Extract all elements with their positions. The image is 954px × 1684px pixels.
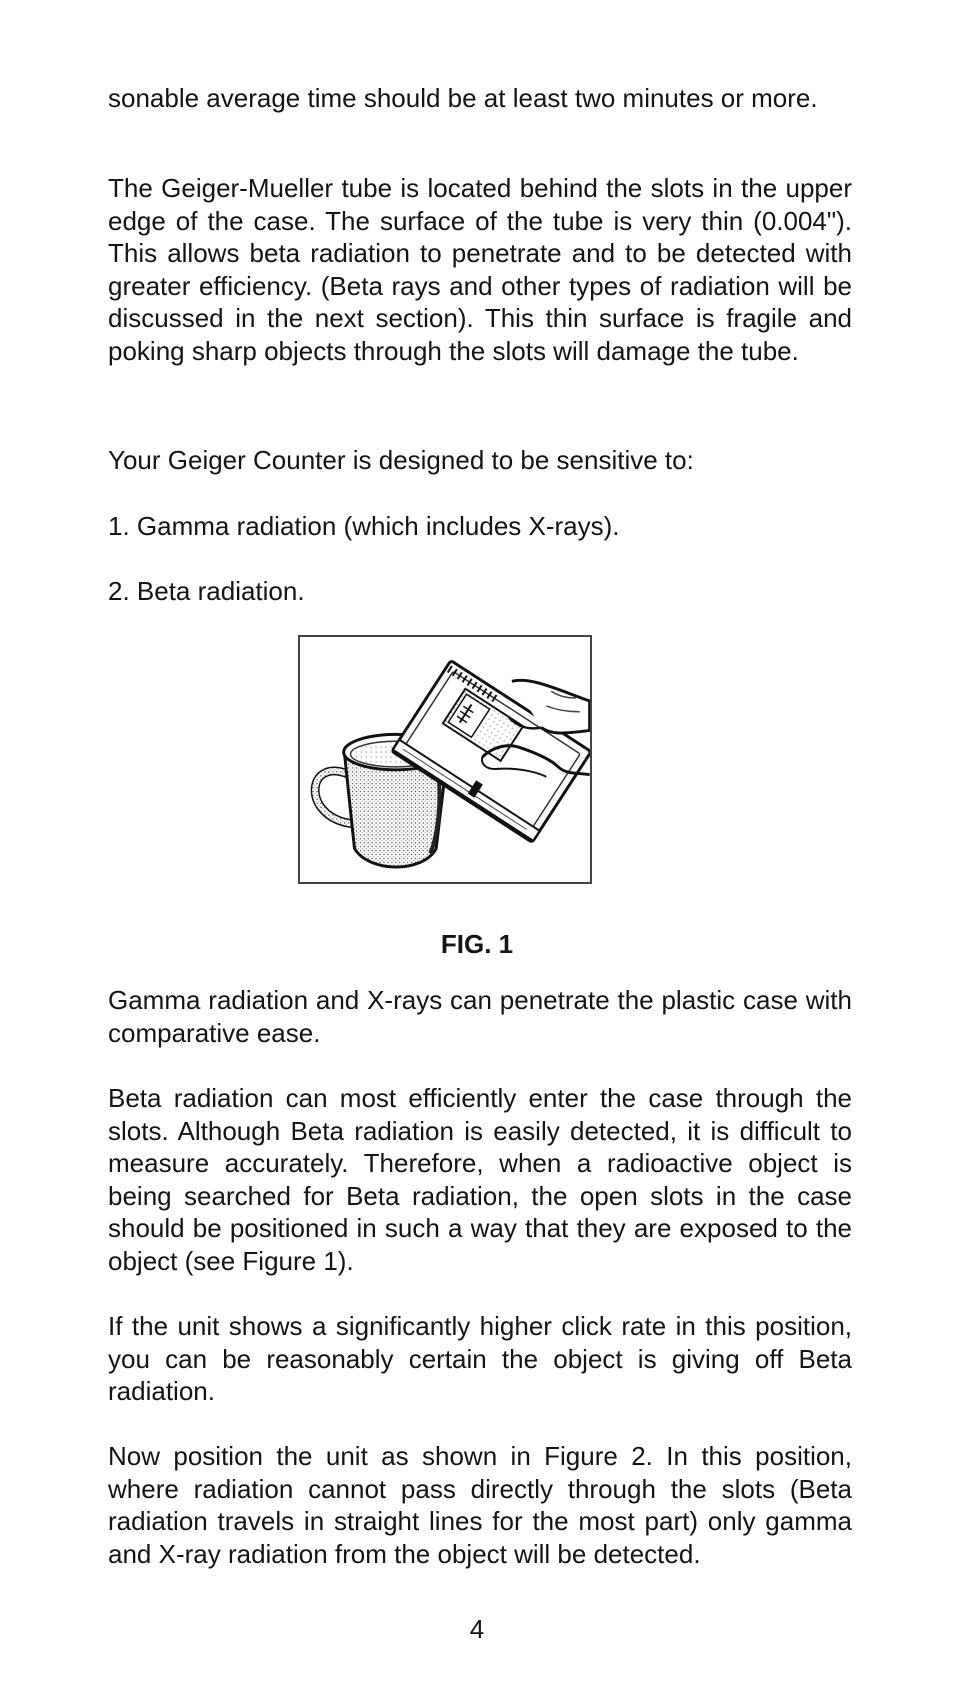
paragraph-figure-2-position: Now position the unit as shown in Figure 2. In this position, where radiation cannot pass directly through the slots (Beta radiation travels in straight lines for the most part) only gamma and X-ray radiation from the object will be detected. bbox=[108, 1441, 852, 1569]
geiger-counter-mug-drawing bbox=[300, 637, 590, 882]
paragraph-beta-slots: Beta radiation can most efficiently enter the case through the slots. Although Beta radiation is easily detected, it is difficult to measure accurately. Therefore, when a radioactive object is being searched for Beta radiation, the open slots in the case should be positioned in such a way that they are exposed to the object (see Figure 1). bbox=[108, 1083, 852, 1276]
paragraph-average-time: sonable average time should be at least two minutes or more. bbox=[108, 83, 818, 113]
list-item-beta: 2. Beta radiation. bbox=[108, 576, 305, 606]
paragraph-sensitivity-intro: Your Geiger Counter is designed to be sensitive to: bbox=[108, 445, 694, 475]
paragraph-geiger-tube: The Geiger-Mueller tube is located behind the slots in the upper edge of the case. The surface of the tube is very thin (0.004"). This allows beta radiation to penetrate and to be detected with greater efficiency. (Beta rays and other types of radiation will be discussed in the next section). This thin surface is fragile and poking sharp objects through the slots will damage the tube. bbox=[108, 173, 852, 366]
figure-1-illustration bbox=[298, 635, 592, 884]
figure-caption: FIG. 1 bbox=[440, 929, 514, 959]
paragraph-click-rate: If the unit shows a significantly higher click rate in this position, you can be reasonably certain the object is giving off Beta radiation. bbox=[108, 1311, 852, 1406]
list-item-gamma: 1. Gamma radiation (which includes X-rays). bbox=[108, 511, 620, 541]
page-number: 4 bbox=[469, 1614, 485, 1644]
paragraph-gamma-penetration: Gamma radiation and X-rays can penetrate the plastic case with comparative ease. bbox=[108, 985, 852, 1048]
